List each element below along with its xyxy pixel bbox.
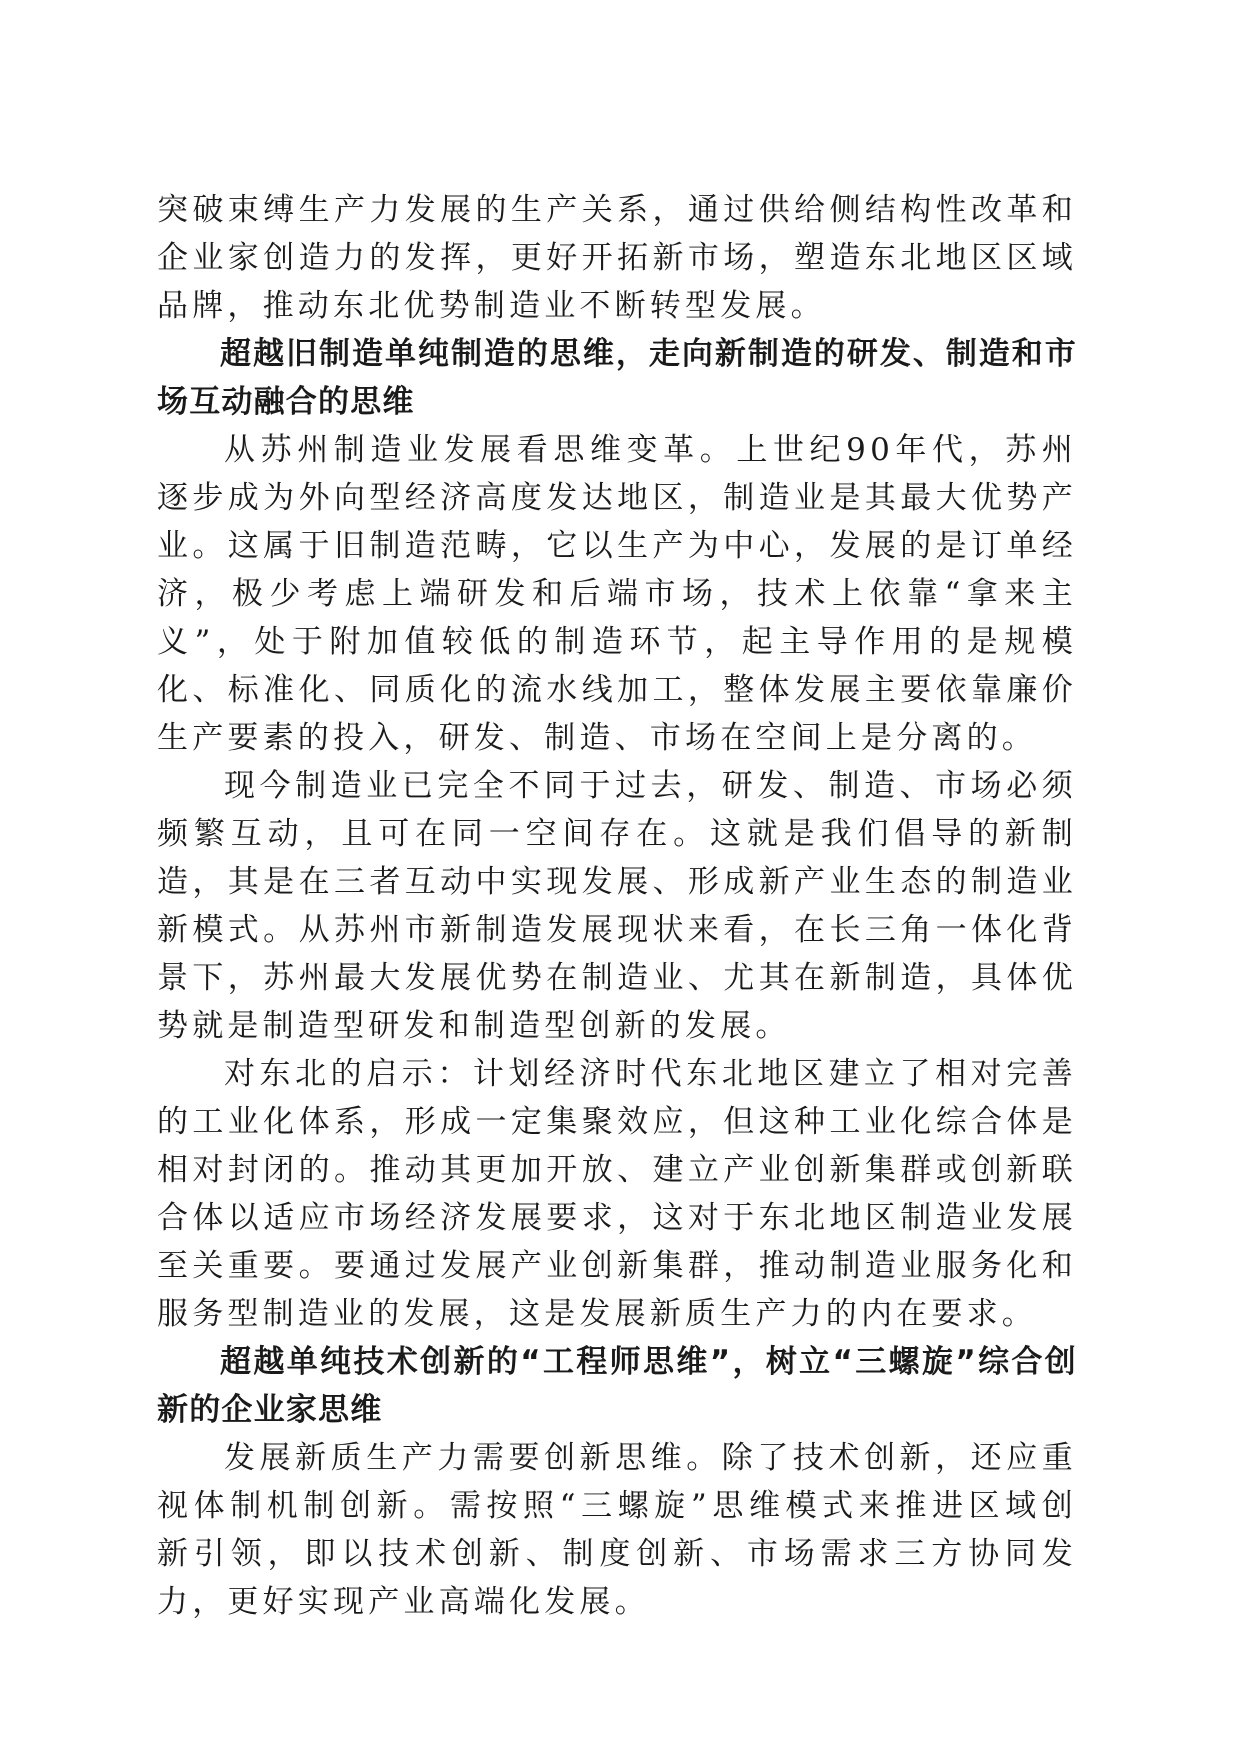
article-body: [157, 186, 1077, 1626]
paragraph-northeast-insight: 对东北的启示：计划经济时代东北地区建立了相对完善的工业化体系，形成一定集聚效应，但这种工业化综合体是相对封闭的。推动其更加开放、建立产业创新集群或创新联合体以适应市场经济发展要求，这对于东北地区制造业发展至关重要。要通过发展产业创新集群，推动制造业服务化和服务型制造业的发展，这是发展新质生产力的内在要求。: [157, 1056, 1077, 1332]
paragraph-intro-continuation: 突破束缚生产力发展的生产关系，通过供给侧结构性改革和企业家创造力的发挥，更好开拓新市场，塑造东北地区区域品牌，推动东北优势制造业不断转型发展。: [157, 192, 1077, 324]
section-heading-new-manufacturing: 超越旧制造单纯制造的思维，走向新制造的研发、制造和市场互动融合的思维: [157, 336, 1077, 420]
paragraph-innovation-thinking: 发展新质生产力需要创新思维。除了技术创新，还应重视体制机制创新。需按照“三螺旋”思维模式来推进区域创新引领，即以技术创新、制度创新、市场需求三方协同发力，更好实现产业高端化发展。: [157, 1440, 1077, 1620]
paragraph-suzhou-manufacturing: 从苏州制造业发展看思维变革。上世纪90年代，苏州逐步成为外向型经济高度发达地区，制造业是其最大优势产业。这属于旧制造范畴，它以生产为中心，发展的是订单经济，极少考虑上端研发和后端市场，技术上依靠“拿来主义”，处于附加值较低的制造环节，起主导作用的是规模化、标准化、同质化的流水线加工，整体发展主要依靠廉价生产要素的投入，研发、制造、市场在空间上是分离的。: [157, 432, 1077, 756]
paragraph-new-manufacturing-model: 现今制造业已完全不同于过去，研发、制造、市场必须频繁互动，且可在同一空间存在。这就是我们倡导的新制造，其是在三者互动中实现发展、形成新产业生态的制造业新模式。从苏州市新制造发展现状来看，在长三角一体化背景下，苏州最大发展优势在制造业、尤其在新制造，具体优势就是制造型研发和制造型创新的发展。: [157, 768, 1077, 1044]
section-heading-triple-helix: 超越单纯技术创新的“工程师思维”，树立“三螺旋”综合创新的企业家思维: [157, 1344, 1077, 1428]
